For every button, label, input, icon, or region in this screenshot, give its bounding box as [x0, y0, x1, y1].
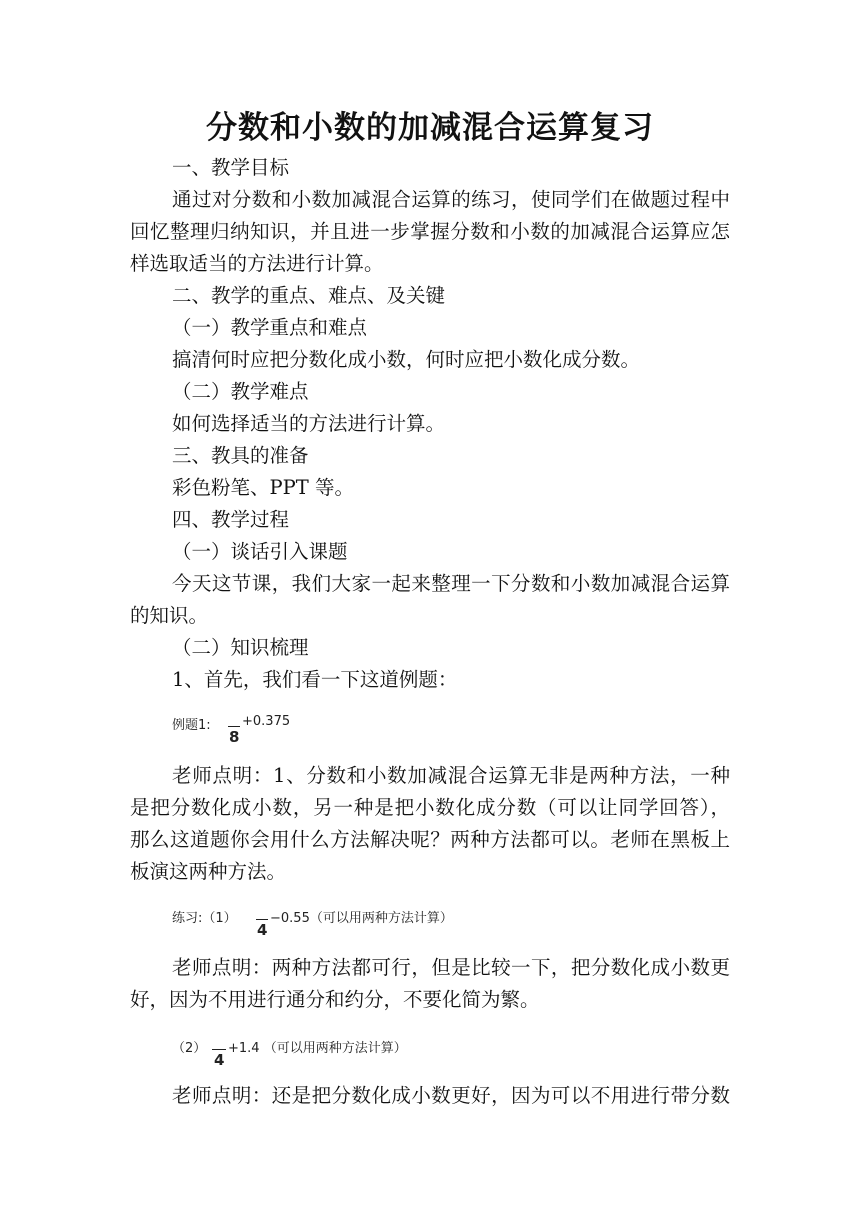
section-heading-process: 四、教学过程	[172, 508, 290, 531]
paragraph-line: 通过对分数和小数加减混合运算的练习，使同学们在做题过程中	[172, 188, 730, 211]
subsection-heading: （一）教学重点和难点	[172, 316, 368, 339]
paragraph-line: 搞清何时应把分数化成小数，何时应把小数化成分数。	[172, 348, 641, 371]
section-heading-materials: 三、教具的准备	[172, 444, 309, 467]
fraction-bar	[212, 1049, 226, 1050]
section-heading-key-points: 二、教学的重点、难点、及关键	[172, 284, 446, 307]
paragraph-line: 如何选择适当的方法进行计算。	[172, 412, 446, 435]
paragraph-line: 今天这节课，我们大家一起来整理一下分数和小数加减混合运算	[172, 572, 730, 595]
paragraph-line: 1、首先，我们看一下这道例题：	[172, 668, 458, 691]
paragraph-line: 好，因为不用进行通分和约分，不要化简为繁。	[130, 988, 540, 1011]
formula-label: 练习:（1）	[172, 911, 237, 926]
subsection-heading: （一）谈话引入课题	[172, 540, 348, 563]
paragraph-line: 样选取适当的方法进行计算。	[130, 252, 384, 275]
fraction-denominator: 4	[257, 921, 268, 939]
paragraph-line: 那么这道题你会用什么方法解决呢？两种方法都可以。老师在黑板上	[130, 828, 730, 851]
paragraph-line: 板演这两种方法。	[130, 860, 287, 883]
paragraph-line: 老师点明：两种方法都可行，但是比较一下，把分数化成小数更	[172, 956, 730, 979]
paragraph-line: 老师点明：1、分数和小数加减混合运算无非是两种方法，一种	[172, 764, 730, 787]
subsection-heading: （二）教学难点	[172, 380, 309, 403]
paragraph-line: 回忆整理归纳知识，并且进一步掌握分数和小数的加减混合运算应怎	[130, 220, 730, 243]
section-heading-objectives: 一、教学目标	[172, 156, 290, 179]
paragraph-line: 老师点明：还是把分数化成小数更好，因为可以不用进行带分数	[172, 1084, 730, 1107]
paragraph-line: 是把分数化成小数，另一种是把小数化成分数（可以让同学回答），	[130, 796, 730, 819]
fraction-denominator: 8	[229, 728, 240, 746]
formula-label: （2）	[172, 1041, 207, 1056]
exercise-formula-2	[172, 1035, 452, 1071]
example-formula-1	[172, 712, 332, 748]
subsection-heading: （二）知识梳理	[172, 636, 309, 659]
formula-expression: +0.375	[242, 714, 291, 729]
document-title: 分数和小数的加减混合运算复习	[206, 110, 654, 146]
paragraph-line: 彩色粉笔、PPT 等。	[172, 476, 354, 499]
formula-expression: −0.55（可以用两种方法计算）	[270, 911, 453, 926]
fraction-bar	[228, 726, 240, 727]
fraction-bar	[256, 919, 268, 920]
formula-label: 例题1:	[172, 718, 211, 733]
formula-expression: +1.4 （可以用两种方法计算）	[228, 1041, 407, 1056]
fraction-denominator: 4	[214, 1051, 225, 1069]
paragraph-line: 的知识。	[130, 604, 209, 627]
exercise-formula-1	[172, 905, 502, 941]
